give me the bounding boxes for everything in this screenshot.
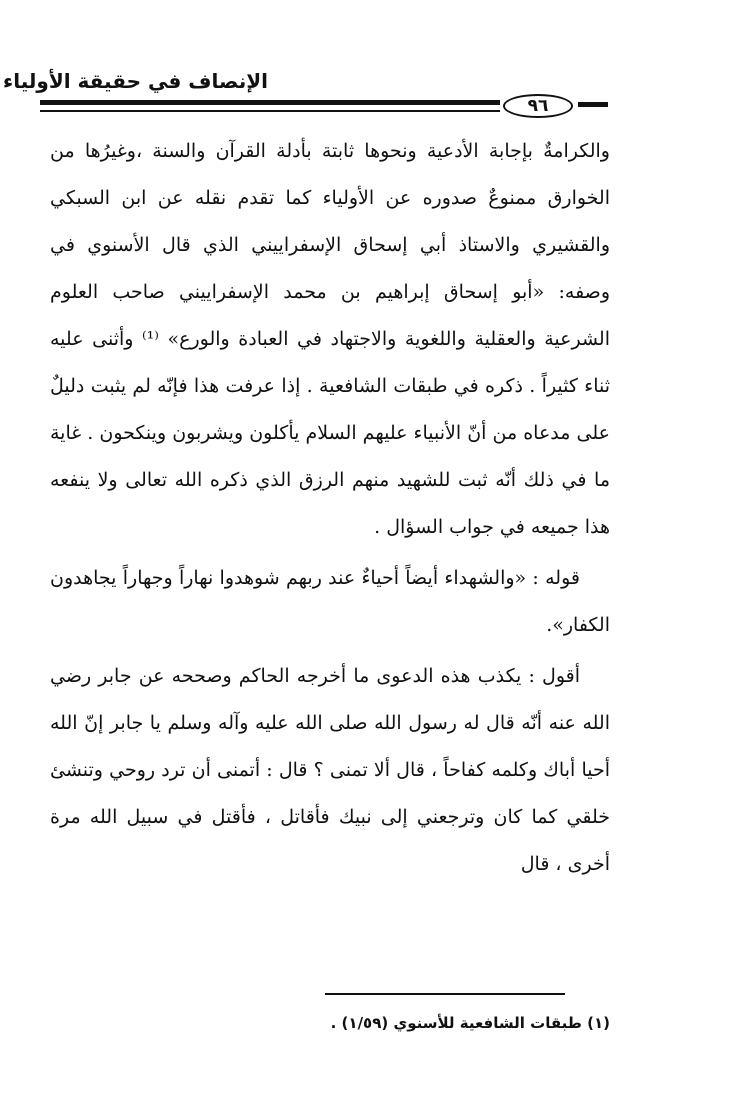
running-header-title: الإنصاف في حقيقة الأولياء: [2, 69, 268, 93]
body-text: [50, 128, 610, 888]
footnote-text: طبقات الشافعية للأسنوي (١/٥٩) .: [330, 1014, 582, 1032]
footnote-marker: (١): [587, 1014, 610, 1032]
page-number: ٩٦: [527, 96, 549, 116]
footnote-separator: [325, 993, 565, 995]
paragraph-3: أقول : يكذب هذه الدعوى ما أخرجه الحاكم وصححه عن جابر رضي الله عنه أنّه قال له رسول الله صلى الله عليه وآله وسلم يا جابر إنّ الله أحيا أباك وكلمه كفاحاً ، قال ألا تمنى ؟ قال : أتمنى أن ترد روحي وتنشئ خلقي كما كان وترجعني إلى نبيك فأقاتل ، فأقتل في سبيل الله مرة أخرى ، قال: [50, 665, 610, 875]
paragraph-2: قوله : «والشهداء أيضاً أحياءٌ عند ربهم شوهدوا نهاراً وجهاراً يجاهدون الكفار».: [50, 567, 610, 636]
header-rule-thick: [40, 100, 500, 105]
header-rule-thin: [40, 110, 500, 112]
page-number-badge: [503, 94, 573, 118]
paragraph-1: والكرامةٌ بإجابة الأدعية ونحوها ثابتة بأدلة القرآن والسنة ،وغيرُها من الخوارق ممنوعٌ صدوره عن الأولياء كما تقدم نقله عن ابن السبكي والقشيري والاستاذ أبي إسحاق الإسفراييني الذي قال الأسنوي في وصفه: «أبو إسحاق إبراهيم بن محمد الإسفراييني صاحب العلوم الشرعية والعقلية واللغوية والاجتهاد في العبادة والورع» ⁽¹⁾ وأثنى عليه ثناء كثيراً . ذكره في طبقات الشافعية . إذا عرفت هذا فإنّه لم يثبت دليلٌ على مدعاه من أنّ الأنبياء عليهم السلام يأكلون ويشربون وينكحون . غاية ما في ذلك أنّه ثبت للشهيد منهم الرزق الذي ذكره الله تعالى ولا ينفعه هذا جميعه في جواب السؤال .: [50, 140, 610, 538]
header-rule-right: [578, 102, 608, 107]
footnote: [320, 1012, 610, 1034]
